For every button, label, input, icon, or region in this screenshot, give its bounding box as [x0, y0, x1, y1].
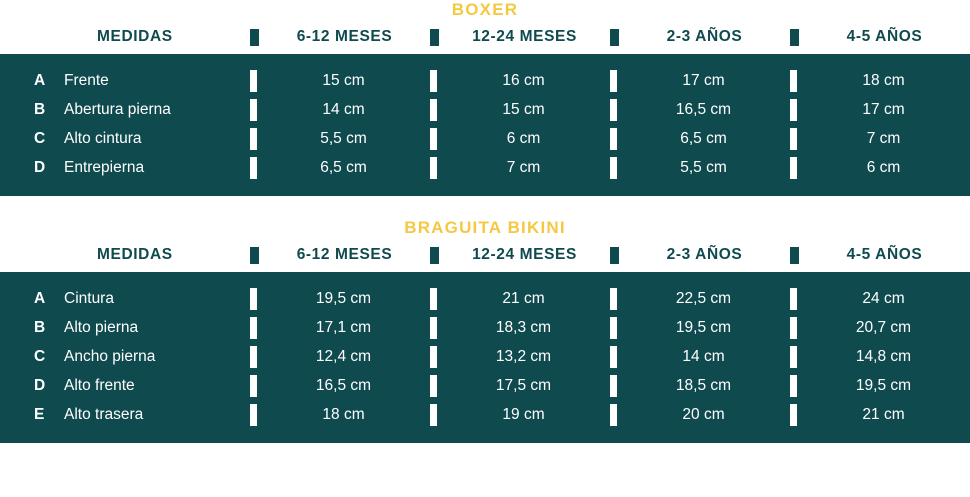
column-separator-icon: [250, 128, 257, 150]
column-separator-icon: [610, 70, 617, 92]
table-row: [0, 400, 970, 429]
row-value: 19,5 cm: [855, 376, 912, 394]
header-col-12-24-meses-boxer: 12-24 MESES: [472, 28, 577, 45]
header-col-6-12-meses-braguita: 6-12 MESES: [296, 246, 393, 263]
row-value: 7 cm: [506, 158, 541, 176]
column-separator-icon: [610, 157, 617, 179]
row-value: 15 cm: [322, 71, 365, 89]
row-value: 21 cm: [502, 289, 545, 307]
row-value: 16,5 cm: [675, 100, 732, 118]
row-letter: A: [34, 289, 46, 307]
table-row: [0, 95, 970, 124]
table-row: [0, 313, 970, 342]
column-separator-icon: [610, 288, 617, 310]
row-value: 12,4 cm: [315, 347, 372, 365]
row-letter: E: [34, 405, 45, 423]
column-separator-icon: [250, 317, 257, 339]
row-value: 21 cm: [862, 405, 905, 423]
column-separator-icon: [790, 375, 797, 397]
column-separator-icon: [610, 375, 617, 397]
row-value: 14,8 cm: [855, 347, 912, 365]
row-measure-name: Ancho pierna: [64, 347, 156, 365]
column-separator-icon: [430, 375, 437, 397]
column-separator-icon: [430, 157, 437, 179]
column-separator-icon: [790, 128, 797, 150]
column-separator-icon: [430, 288, 437, 310]
header-col-4-5-anos-braguita: 4-5 AÑOS: [846, 246, 923, 263]
header-col-2-3-anos-braguita: 2-3 AÑOS: [666, 246, 743, 263]
column-separator-icon: [250, 157, 257, 179]
row-value: 7 cm: [866, 129, 901, 147]
row-value: 20,7 cm: [855, 318, 912, 336]
table-header-braguita: [0, 238, 970, 272]
column-separator-icon: [790, 346, 797, 368]
row-letter: C: [34, 347, 46, 365]
column-separator-icon: [250, 404, 257, 426]
table-row: [0, 342, 970, 371]
row-value: 14 cm: [682, 347, 725, 365]
column-separator-icon: [250, 99, 257, 121]
row-value: 19,5 cm: [675, 318, 732, 336]
table-header-boxer: [0, 20, 970, 54]
table-row: [0, 284, 970, 313]
row-label-cell: [0, 348, 250, 366]
column-separator-icon: [790, 157, 797, 179]
column-separator-icon: [430, 99, 437, 121]
header-col-12-24-meses-braguita: 12-24 MESES: [472, 246, 577, 263]
section-gap: [0, 196, 970, 218]
column-separator-icon: [430, 70, 437, 92]
column-separator-icon: [790, 99, 797, 121]
column-separator-icon: [790, 317, 797, 339]
row-value: 17,1 cm: [315, 318, 372, 336]
column-separator-icon: [430, 346, 437, 368]
row-label-cell: [0, 319, 250, 337]
row-letter: B: [34, 318, 46, 336]
row-label-cell: [0, 130, 250, 148]
table-row: [0, 371, 970, 400]
row-measure-name: Alto pierna: [64, 318, 139, 336]
row-value: 18,3 cm: [495, 318, 552, 336]
table-row: [0, 66, 970, 95]
header-col-2-3-anos-boxer: 2-3 AÑOS: [666, 28, 743, 45]
row-value: 15 cm: [502, 100, 545, 118]
section-title-boxer: BOXER: [451, 0, 519, 19]
row-value: 19,5 cm: [315, 289, 372, 307]
row-value: 18 cm: [862, 71, 905, 89]
header-medidas-braguita: MEDIDAS: [97, 246, 173, 263]
header-separator-icon: [250, 247, 259, 264]
column-separator-icon: [610, 404, 617, 426]
row-value: 18,5 cm: [675, 376, 732, 394]
column-separator-icon: [430, 317, 437, 339]
row-value: 18 cm: [322, 405, 365, 423]
row-value: 20 cm: [682, 405, 725, 423]
header-separator-icon: [790, 29, 799, 46]
row-measure-name: Entrepierna: [64, 158, 145, 176]
column-separator-icon: [790, 404, 797, 426]
column-separator-icon: [250, 70, 257, 92]
table-row: [0, 124, 970, 153]
column-separator-icon: [790, 288, 797, 310]
row-value: 17 cm: [862, 100, 905, 118]
column-separator-icon: [430, 404, 437, 426]
section-boxer: [0, 0, 970, 196]
table-body-boxer: [0, 54, 970, 196]
column-separator-icon: [250, 346, 257, 368]
header-separator-icon: [610, 29, 619, 46]
row-measure-name: Frente: [64, 71, 109, 89]
row-value: 6 cm: [506, 129, 541, 147]
header-separator-icon: [430, 247, 439, 264]
row-value: 24 cm: [862, 289, 905, 307]
section-title-braguita-bikini: BRAGUITA BIKINI: [404, 218, 566, 237]
column-separator-icon: [610, 346, 617, 368]
header-separator-icon: [790, 247, 799, 264]
row-value: 6,5 cm: [680, 129, 727, 147]
header-separator-icon: [610, 247, 619, 264]
column-separator-icon: [790, 70, 797, 92]
row-label-cell: [0, 406, 250, 424]
row-letter: D: [34, 376, 46, 394]
row-value: 16,5 cm: [315, 376, 372, 394]
header-separator-icon: [250, 29, 259, 46]
column-separator-icon: [610, 99, 617, 121]
row-value: 6 cm: [866, 158, 901, 176]
row-value: 19 cm: [502, 405, 545, 423]
row-label-cell: [0, 377, 250, 395]
row-measure-name: Alto trasera: [64, 405, 144, 423]
header-col-4-5-anos-boxer: 4-5 AÑOS: [846, 28, 923, 45]
row-measure-name: Abertura pierna: [64, 100, 171, 118]
row-measure-name: Alto frente: [64, 376, 135, 394]
table-body-braguita: [0, 272, 970, 443]
row-value: 17,5 cm: [495, 376, 552, 394]
column-separator-icon: [610, 317, 617, 339]
column-separator-icon: [250, 375, 257, 397]
row-letter: A: [34, 71, 46, 89]
row-value: 22,5 cm: [675, 289, 732, 307]
row-value: 5,5 cm: [320, 129, 367, 147]
row-value: 16 cm: [502, 71, 545, 89]
header-separator-icon: [430, 29, 439, 46]
column-separator-icon: [430, 128, 437, 150]
section-braguita-bikini: [0, 218, 970, 443]
table-row: [0, 153, 970, 182]
row-letter: C: [34, 129, 46, 147]
row-value: 6,5 cm: [320, 158, 367, 176]
row-label-cell: [0, 290, 250, 308]
column-separator-icon: [610, 128, 617, 150]
row-label-cell: [0, 159, 250, 177]
row-value: 5,5 cm: [680, 158, 727, 176]
row-measure-name: Cintura: [64, 289, 114, 307]
row-label-cell: [0, 72, 250, 90]
row-letter: D: [34, 158, 46, 176]
header-col-6-12-meses-boxer: 6-12 MESES: [296, 28, 393, 45]
header-medidas-boxer: MEDIDAS: [97, 28, 173, 45]
column-separator-icon: [250, 288, 257, 310]
row-value: 14 cm: [322, 100, 365, 118]
row-measure-name: Alto cintura: [64, 129, 142, 147]
row-value: 13,2 cm: [495, 347, 552, 365]
row-value: 17 cm: [682, 71, 725, 89]
row-letter: B: [34, 100, 46, 118]
row-label-cell: [0, 101, 250, 119]
